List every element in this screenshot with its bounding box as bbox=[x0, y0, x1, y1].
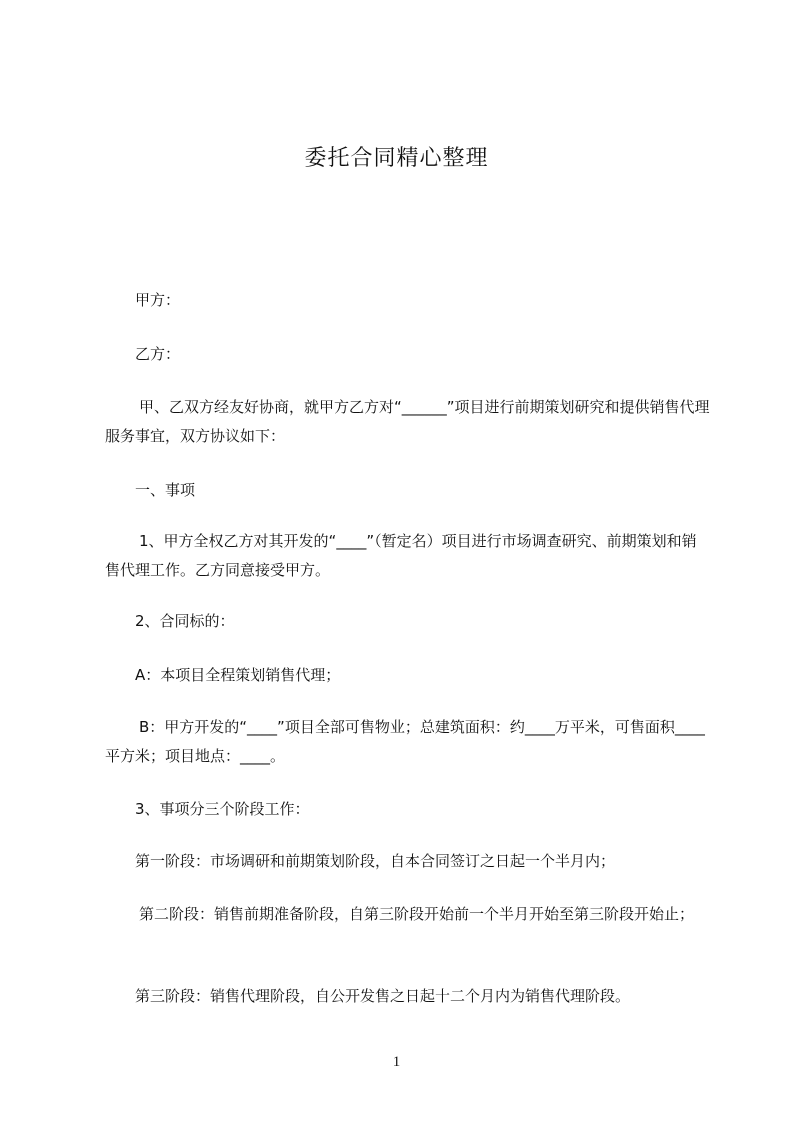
clause-2b-paragraph: B：甲方开发的“____”项目全部可售物业；总建筑面积：约____万平米，可售面积____平方米；项目地点：____。 bbox=[105, 718, 705, 765]
clause-3-heading: 3、事项分三个阶段工作： bbox=[135, 800, 310, 818]
clause-2a-paragraph: A：本项目全程策划销售代理； bbox=[135, 666, 341, 684]
page-number: 1 bbox=[392, 1054, 401, 1070]
document-title: 委托合同精心整理 bbox=[304, 146, 489, 171]
stage-3-paragraph: 第三阶段：销售代理阶段，自公开发售之日起十二个月内为销售代理阶段。 bbox=[135, 987, 631, 1005]
section-heading-matters: 一、事项 bbox=[135, 481, 196, 499]
party-a-line: 甲方： bbox=[135, 291, 181, 309]
intro-paragraph: 甲、乙双方经友好协商，就甲方乙方对“______”项目进行前期策划研究和提供销售代理服务事宜，双方协议如下： bbox=[105, 398, 710, 445]
clause-2-heading: 2、合同标的： bbox=[135, 612, 235, 630]
clause-1-paragraph: 1、甲方全权乙方对其开发的“____”（暂定名）项目进行市场调查研究、前期策划和销售代理工作。乙方同意接受甲方。 bbox=[105, 532, 697, 579]
stage-1-paragraph: 第一阶段：市场调研和前期策划阶段，自本合同签订之日起一个半月内； bbox=[135, 852, 616, 870]
party-b-line: 乙方： bbox=[135, 345, 181, 363]
stage-2-paragraph: 第二阶段：销售前期准备阶段，自第三阶段开始前一个半月开始至第三阶段开始止； bbox=[139, 905, 695, 923]
